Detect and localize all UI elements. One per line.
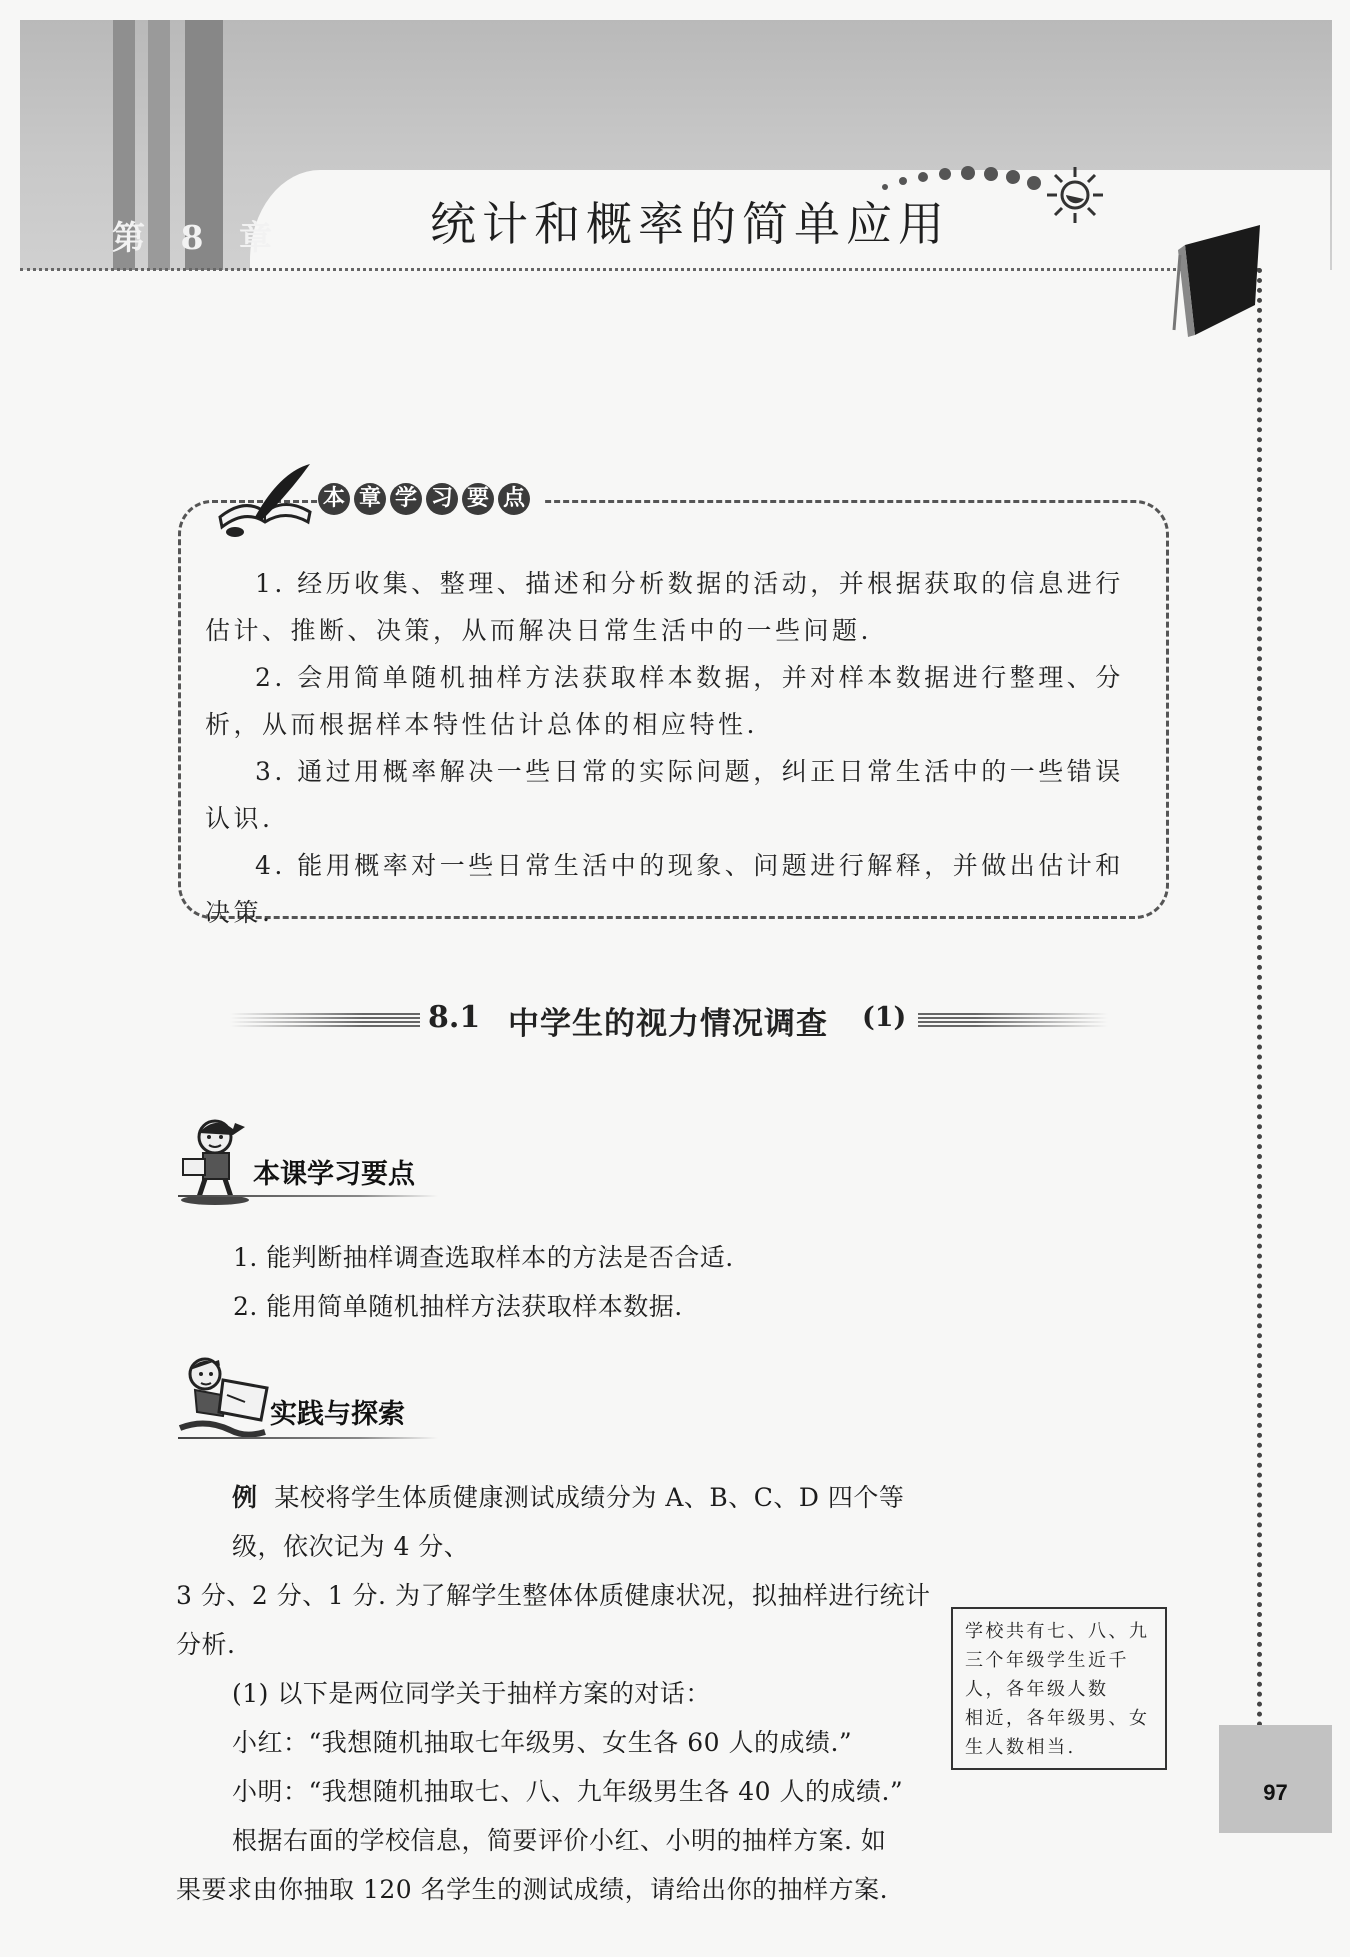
key-point-item: 3. 通过用概率解决一些日常的实际问题，纠正日常生活中的一些错误认识. (205, 757, 1124, 833)
dialog-xiaoming: 小明：“我想随机抽取七、八、九年级男生各 40 人的成绩.” (232, 1777, 904, 1806)
lesson-key-points-list (233, 1233, 734, 1331)
question-1: (1) 以下是两位同学关于抽样方案的对话： (232, 1679, 711, 1708)
chapter-label: 第 8 章 (112, 218, 284, 257)
margin-dotted-line (1257, 268, 1262, 1728)
example-block (176, 1473, 936, 1914)
task-line2: 果要求由你抽取 120 名学生的测试成绩，请给出你的抽样方案. (176, 1875, 889, 1904)
lesson-key-point-item: 1. 能判断抽样调查选取样本的方法是否合适. (233, 1243, 734, 1272)
header-dotted-line (20, 268, 1260, 271)
example-text-line2: 3 分、2 分、1 分. 为了解学生整体体质健康状况，拟抽样进行统计分析. (176, 1581, 931, 1659)
chapter-key-points-list (205, 560, 1150, 936)
key-point-item: 2. 会用简单随机抽样方法获取样本数据，并对样本数据进行整理、分析，从而根据样本特性估计总体的相应特性. (205, 663, 1124, 739)
section-title: 中学生的视力情况调查 (508, 1006, 828, 1042)
key-point-item: 1. 经历收集、整理、描述和分析数据的活动，并根据获取的信息进行估计、推断、决策，从而解决日常生活中的一些问题. (205, 569, 1124, 645)
key-points-title-char: 点 (498, 483, 530, 515)
lesson-key-points-title: 本课学习要点 (253, 1159, 415, 1190)
book-icon (1160, 225, 1270, 340)
practice-title: 实践与探索 (270, 1399, 405, 1430)
key-points-title-char: 要 (462, 483, 494, 515)
key-points-title-char: 本 (318, 483, 350, 515)
example-text-line1: 某校将学生体质健康测试成绩分为 A、B、C、D 四个等级，依次记为 4 分、 (232, 1483, 905, 1561)
page-number-tab (1219, 1725, 1332, 1833)
task-line1: 根据右面的学校信息，简要评价小红、小明的抽样方案. 如 (232, 1826, 887, 1855)
school-info-box (951, 1607, 1167, 1770)
info-box-line: 学校共有七、八、九 (965, 1621, 1150, 1642)
info-box-line: 三个年级学生近千 (965, 1650, 1129, 1671)
section-heading-bar-right (918, 1013, 1108, 1029)
lesson-key-point-item: 2. 能用简单随机抽样方法获取样本数据. (233, 1292, 683, 1321)
key-point-item: 4. 能用概率对一些日常生活中的现象、问题进行解释，并做出估计和决策. (205, 851, 1124, 927)
key-points-title-char: 习 (426, 483, 458, 515)
info-box-line: 相近，各年级男、女 (965, 1708, 1150, 1729)
key-points-title-char: 章 (354, 483, 386, 515)
book-quill-icon (210, 462, 320, 542)
example-label: 例 (232, 1483, 258, 1512)
lesson-key-points-underline (178, 1195, 438, 1197)
dialog-xiaohong: 小红：“我想随机抽取七年级男、女生各 60 人的成绩.” (232, 1728, 853, 1757)
student-drawing-icon (175, 1350, 270, 1445)
info-box-line: 生人数相当. (965, 1737, 1076, 1758)
page-number: 97 (1263, 1780, 1288, 1805)
section-part: (1) (862, 1002, 907, 1033)
info-box-line: 人，各年级人数 (965, 1679, 1109, 1700)
student-reading-icon (175, 1115, 260, 1205)
chapter-title: 统计和概率的简单应用 (430, 197, 950, 251)
section-number: 8.1 (428, 1000, 481, 1035)
key-points-title-char: 学 (390, 483, 422, 515)
section-heading-bar-left (230, 1013, 420, 1029)
example-line (176, 1473, 936, 1571)
chapter-key-points-title (318, 483, 544, 515)
sun-dots-icon (870, 155, 1130, 225)
practice-underline (178, 1437, 438, 1439)
